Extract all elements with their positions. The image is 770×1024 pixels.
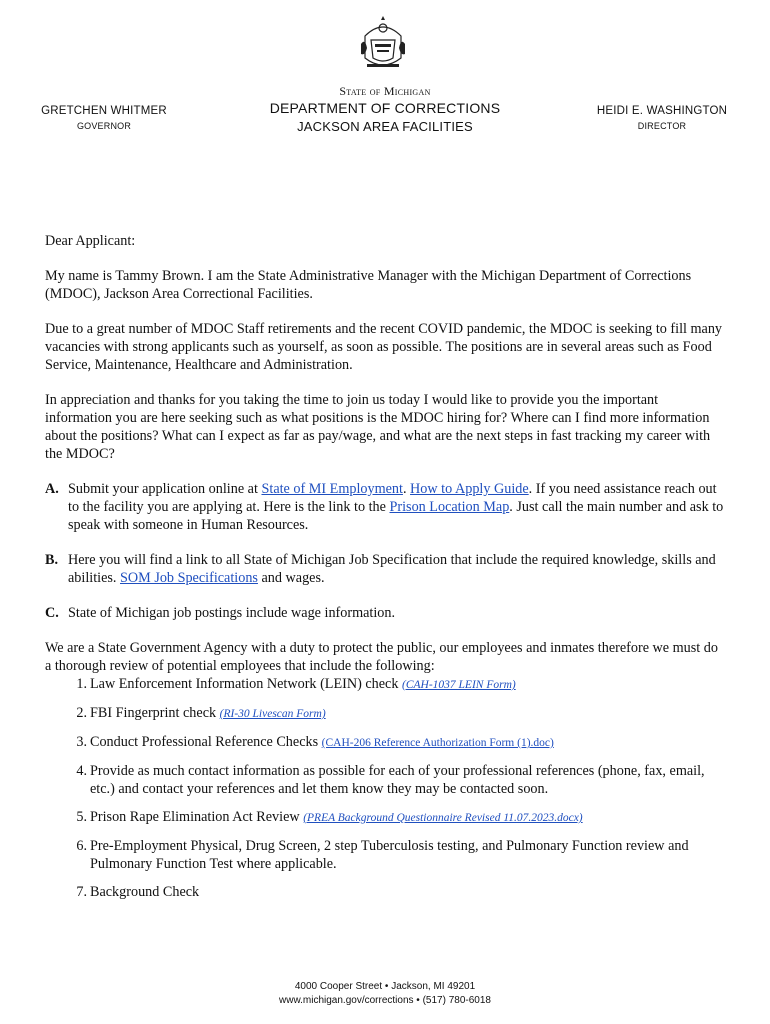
prea-questionnaire-link[interactable]: (PREA Background Questionnaire Revised 11.07.2023.docx)	[303, 812, 583, 824]
prison-location-map-link[interactable]: Prison Location Map	[389, 499, 510, 515]
som-job-specifications-link[interactable]: SOM Job Specifications	[120, 570, 258, 586]
item-b	[45, 551, 725, 587]
list-item: 2. FBI Fingerprint check (RI-30 Livescan Form)	[76, 705, 326, 721]
vacancies-paragraph: Due to a great number of MDOC Staff retirements and the recent COVID pandemic, the MDOC is seeking to fill many vacancies with strong applicants such as yourself, as soon as possible. The positions are in several areas such as Food Service, Maintenance, Healthcare and Administration.	[45, 321, 723, 373]
footer-contact: www.michigan.gov/corrections • (517) 780-6018	[279, 995, 491, 1006]
state-seal-icon	[357, 14, 409, 74]
director-block	[592, 105, 732, 131]
reference-authorization-form-link[interactable]: (CAH-206 Reference Authorization Form (1).doc)	[321, 737, 554, 749]
intro-paragraph: My name is Tammy Brown. I am the State Administrative Manager with the Michigan Department of Corrections (MDOC), Jackson Area Correctional Facilities.	[45, 268, 692, 302]
governor-title: GOVERNOR	[76, 121, 132, 131]
governor-name: GRETCHEN WHITMER	[41, 105, 167, 117]
letter-body	[45, 232, 725, 911]
state-of-mi-employment-link[interactable]: State of MI Employment	[261, 481, 403, 497]
item-c-text: State of Michigan job postings include wage information.	[68, 605, 396, 621]
salutation: Dear Applicant:	[45, 233, 136, 249]
item-a	[45, 480, 725, 534]
requirements-list	[45, 675, 725, 901]
footer-address: 4000 Cooper Street • Jackson, MI 49201	[294, 981, 476, 992]
state-name: State of Michigan	[339, 84, 431, 98]
list-item: 6. Pre-Employment Physical, Drug Screen, 2 step Tuberculosis testing, and Pulmonary Function review and Pulmonary Function Test where applicable.	[76, 838, 689, 872]
list-item: 1. Law Enforcement Information Network (LEIN) check (CAH-1037 LEIN Form)	[76, 676, 516, 692]
how-to-apply-guide-link[interactable]: How to Apply Guide	[410, 481, 529, 497]
item-a-marker: A.	[45, 481, 59, 497]
review-paragraph: We are a State Government Agency with a duty to protect the public, our employees and inmates therefore we must do a thorough review of potential employees that include the following:	[45, 640, 718, 674]
list-item: 7. Background Check	[76, 884, 200, 900]
item-b-text: Here you will find a link to all State of Michigan Job Specification that include the required knowledge, skills and abilities. SOM Job Specifications and wages.	[68, 552, 716, 586]
item-c-marker: C.	[45, 605, 59, 621]
lein-form-link[interactable]: (CAH-1037 LEIN Form)	[402, 679, 516, 691]
department-name: DEPARTMENT OF CORRECTIONS	[269, 100, 501, 116]
item-c	[45, 604, 725, 622]
footer	[0, 980, 770, 1008]
item-a-text: Submit your application online at State of MI Employment. How to Apply Guide. If you need assistance reach out to the facility you are applying at. Here is the link to the Prison Location Map. Just call the main number and ask to speak with someone in Human Resources.	[68, 481, 724, 533]
item-b-marker: B.	[45, 552, 59, 568]
livescan-form-link[interactable]: (RI-30 Livescan Form)	[219, 708, 326, 720]
information-paragraph: In appreciation and thanks for you taking the time to join us today I would like to provide you the important information you are here seeking such as what positions is the MDOC hiring for? Where can I find more information about the positions? What can I expect as far as pay/wage, and what are the next steps in fast tracking my career with the MDOC?	[45, 392, 711, 462]
director-title: DIRECTOR	[637, 121, 687, 131]
governor-block	[34, 105, 174, 131]
list-item: 3. Conduct Professional Reference Checks (CAH-206 Reference Authorization Form (1).doc)	[76, 734, 554, 750]
list-item: 4. Provide as much contact information as possible for each of your professional references (phone, fax, email, etc.) and contact your references and let them know they may be contacted soon.	[76, 763, 705, 797]
facility-name: JACKSON AREA FACILITIES	[297, 119, 473, 134]
list-item: 5. Prison Rape Elimination Act Review (PREA Background Questionnaire Revised 11.07.2023.docx)	[76, 809, 583, 825]
director-name: HEIDI E. WASHINGTON	[596, 105, 728, 117]
